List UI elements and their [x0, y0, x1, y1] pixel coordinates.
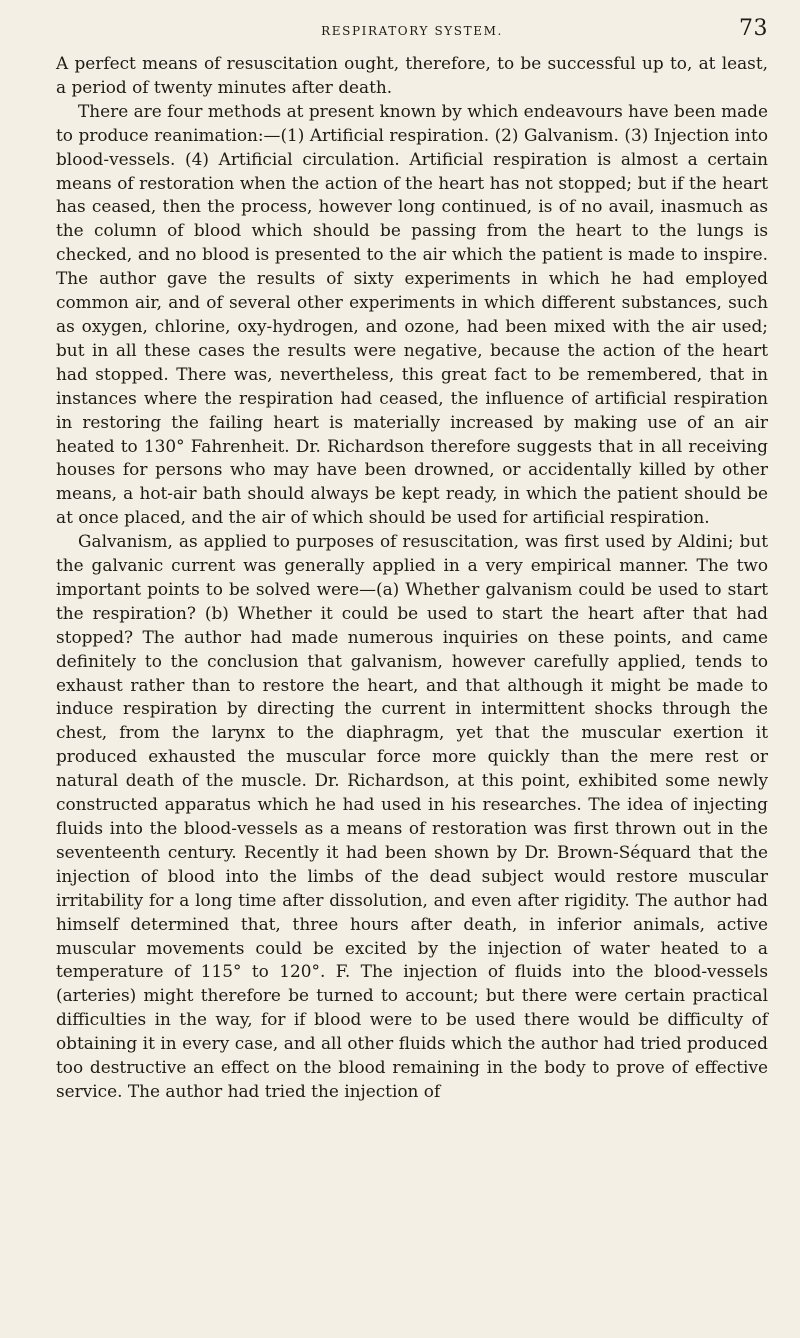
- running-head: [56, 14, 768, 48]
- paragraph: Galvanism, as applied to purposes of resuscitation, was first used by Aldini; but the galvanic current was generally applied in a very empirical manner. The two important points to be solved were—(a) Whether galvanism could be used to start the respiration? (b) Whether it could be used to start the heart after that had stopped? The author had made numerous inquiries on these points, and came definitely to the conclusion that galvanism, however carefully applied, tends to exhaust rather than to restore the heart, and that although it might be made to induce respiration by directing the current in intermittent shocks through the chest, from the larynx to the diaphragm, yet that the muscular exertion it produced exhausted the muscular force more quickly than the mere rest or natural death of the muscle. Dr. Richardson, at this point, exhibited some newly constructed apparatus which he had used in his researches. The idea of injecting fluids into the blood-vessels as a means of restoration was first thrown out in the seventeenth century. Recently it had been shown by Dr. Brown-Séquard that the injection of blood into the limbs of the dead subject would restore muscular irritability for a long time after dissolution, and even after rigidity. The author had himself determined that, three hours after death, in inferior animals, active muscular movements could be excited by the injection of water heated to a temperature of 115° to 120°. F. The injection of fluids into the blood-vessels (arteries) might therefore be turned to account; but there were certain practical difficulties in the way, for if blood were to be used there would be difficulty of obtaining it in every case, and all other fluids which the author had tried produced too destructive an effect on the blood remaining in the body to prove of effective service. The author had tried the injection of: [56, 531, 768, 1101]
- page-number: 73: [739, 16, 768, 41]
- running-title: RESPIRATORY SYSTEM.: [321, 24, 503, 38]
- paragraph: There are four methods at present known by which endeavours have been made to produce reanimation:—(1) Artificial respiration. (2) Galvanism. (3) Injection into blood-vessels. (4) Artificial circulation. Artificial respiration is almost a certain means of restoration when the action of the heart has not stopped; but if the heart has ceased, then the process, however long continued, is of no avail, inasmuch as the column of blood which should be passing from the heart to the lungs is checked, and no blood is presented to the air which the patient is made to inspire. The author gave the results of sixty experiments in which he had employed common air, and of several other experiments in which different substances, such as oxygen, chlorine, oxy-hydrogen, and ozone, had been mixed with the air used; but in all these cases the results were negative, because the action of the heart had stopped. There was, nevertheless, this great fact to be remembered, that in instances where the respiration had ceased, the influence of artificial respiration in restoring the failing heart is materially increased by making use of an air heated to 130° Fahrenheit. Dr. Richardson therefore suggests that in all receiving houses for persons who may have been drowned, or accidentally killed by other means, a hot-air bath should always be kept ready, in which the patient should be at once placed, and the air of which should be used for artificial respiration.: [56, 100, 768, 528]
- body-text: [56, 52, 768, 1104]
- paragraph: A perfect means of resuscitation ought, therefore, to be successful up to, at least, a period of twenty minutes after death.: [56, 53, 768, 97]
